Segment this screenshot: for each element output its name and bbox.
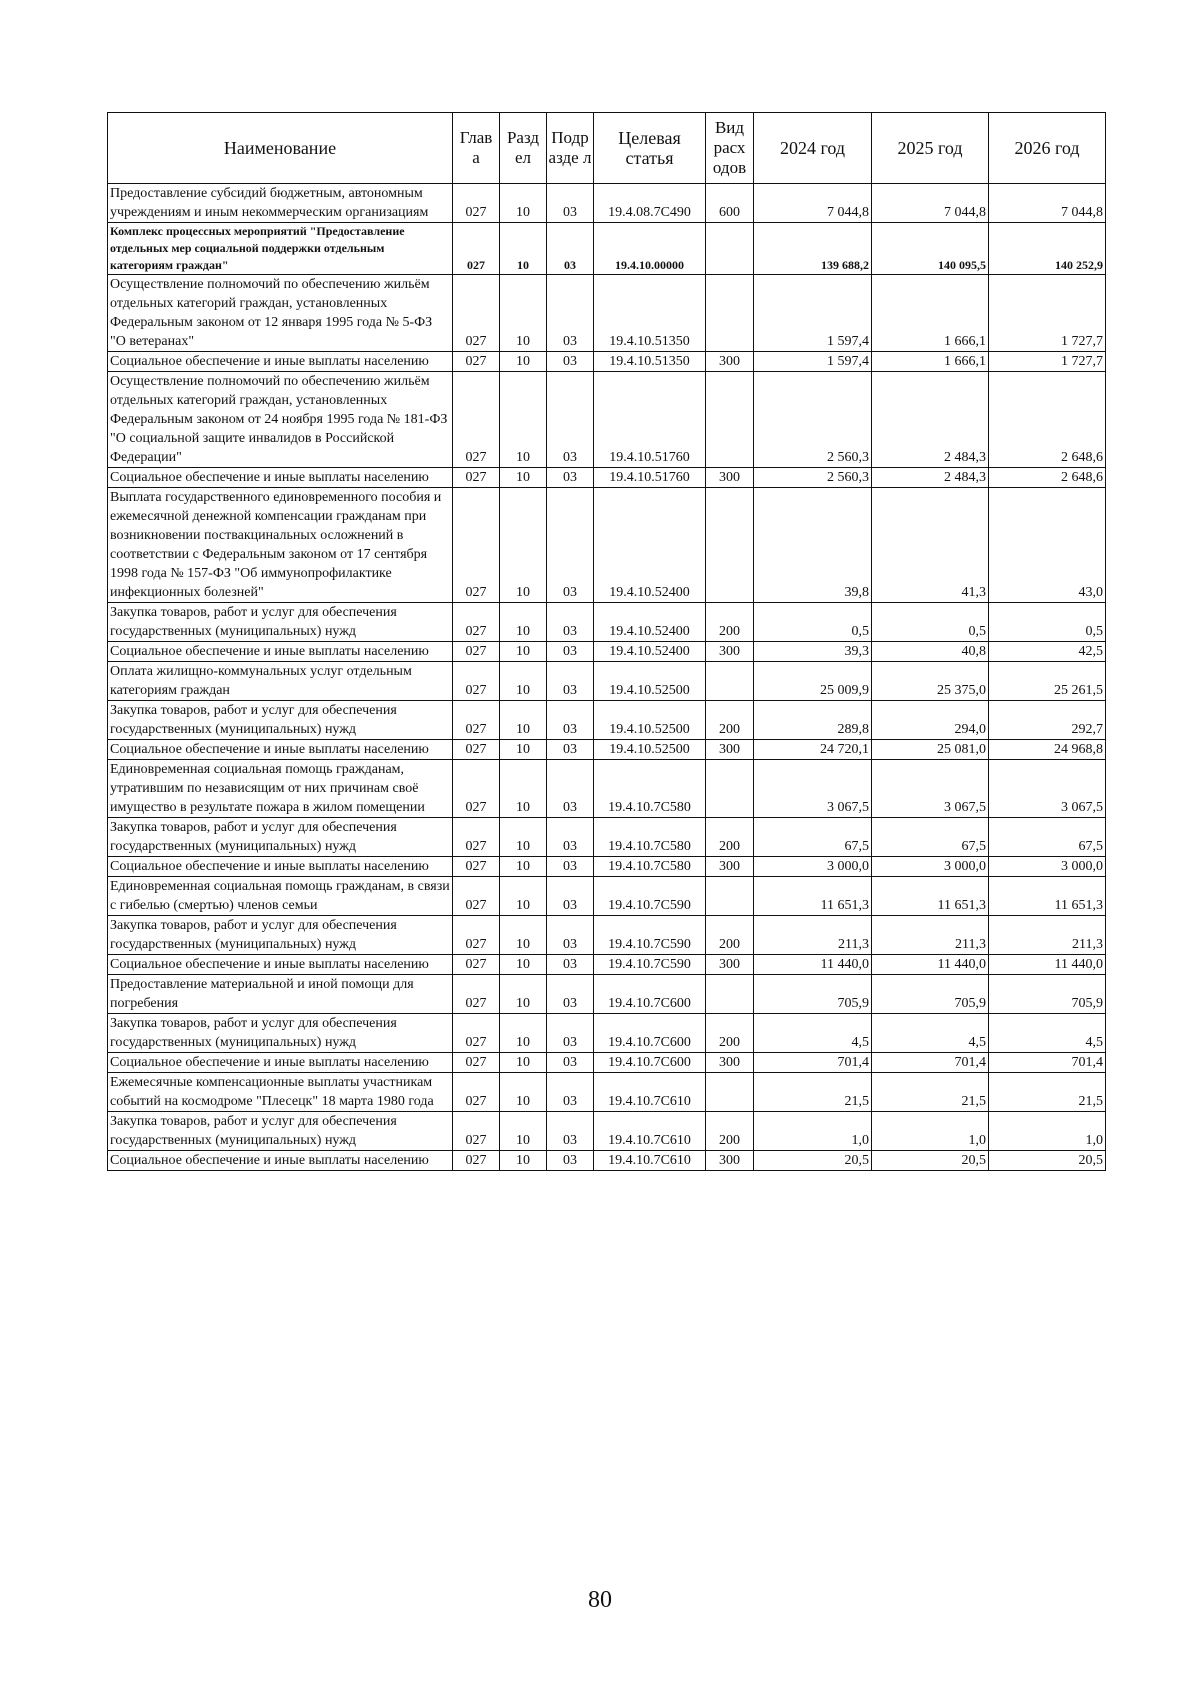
cell-name: Закупка товаров, работ и услуг для обеспечения государственных (муниципальных) нужд	[108, 1014, 453, 1053]
cell-razdel: 10	[500, 488, 547, 603]
cell-name: Единовременная социальная помощь гражданам, в связи с гибелью (смертью) членов семьи	[108, 877, 453, 916]
cell-name: Социальное обеспечение и иные выплаты населению	[108, 352, 453, 372]
cell-vid	[706, 662, 754, 701]
cell-name: Социальное обеспечение и иные выплаты населению	[108, 1151, 453, 1171]
cell-razdel: 10	[500, 818, 547, 857]
cell-2026: 25 261,5	[989, 662, 1106, 701]
cell-2024: 2 560,3	[754, 468, 872, 488]
cell-target: 19.4.10.51350	[594, 275, 706, 352]
cell-2024: 1 597,4	[754, 275, 872, 352]
cell-vid	[706, 975, 754, 1014]
cell-target: 19.4.10.7С580	[594, 818, 706, 857]
cell-razdel: 10	[500, 955, 547, 975]
cell-2024: 3 000,0	[754, 857, 872, 877]
cell-name: Закупка товаров, работ и услуг для обеспечения государственных (муниципальных) нужд	[108, 916, 453, 955]
cell-2026: 140 252,9	[989, 223, 1106, 275]
cell-target: 19.4.10.51760	[594, 372, 706, 468]
cell-glava: 027	[453, 184, 500, 223]
cell-2025: 11 440,0	[872, 955, 989, 975]
cell-name: Предоставление субсидий бюджетным, автономным учреждениям и иным некоммерческим организациям	[108, 184, 453, 223]
table-row	[108, 468, 1106, 488]
cell-podrazdel: 03	[547, 372, 594, 468]
cell-podrazdel: 03	[547, 701, 594, 740]
cell-razdel: 10	[500, 372, 547, 468]
cell-vid	[706, 1073, 754, 1112]
cell-vid: 300	[706, 740, 754, 760]
cell-podrazdel: 03	[547, 1053, 594, 1073]
cell-2025: 701,4	[872, 1053, 989, 1073]
cell-name: Социальное обеспечение и иные выплаты населению	[108, 1053, 453, 1073]
budget-table	[107, 112, 1106, 1171]
cell-2026: 701,4	[989, 1053, 1106, 1073]
cell-2025: 211,3	[872, 916, 989, 955]
cell-2024: 701,4	[754, 1053, 872, 1073]
cell-2025: 3 000,0	[872, 857, 989, 877]
cell-2024: 21,5	[754, 1073, 872, 1112]
table-row	[108, 877, 1106, 916]
cell-razdel: 10	[500, 468, 547, 488]
cell-2026: 67,5	[989, 818, 1106, 857]
cell-2024: 24 720,1	[754, 740, 872, 760]
cell-2024: 20,5	[754, 1151, 872, 1171]
cell-razdel: 10	[500, 916, 547, 955]
table-row	[108, 857, 1106, 877]
cell-target: 19.4.10.7С610	[594, 1151, 706, 1171]
cell-name: Социальное обеспечение и иные выплаты населению	[108, 740, 453, 760]
header-2024: 2024 год	[754, 113, 872, 184]
cell-2024: 2 560,3	[754, 372, 872, 468]
cell-target: 19.4.10.7С600	[594, 1053, 706, 1073]
cell-vid	[706, 488, 754, 603]
cell-target: 19.4.10.52400	[594, 488, 706, 603]
cell-podrazdel: 03	[547, 642, 594, 662]
header-target: Целевая статья	[594, 113, 706, 184]
cell-podrazdel: 03	[547, 662, 594, 701]
cell-2026: 3 067,5	[989, 760, 1106, 818]
cell-2026: 11 651,3	[989, 877, 1106, 916]
cell-glava: 027	[453, 1112, 500, 1151]
cell-2025: 11 651,3	[872, 877, 989, 916]
table-row	[108, 642, 1106, 662]
cell-name: Ежемесячные компенсационные выплаты участникам событий на космодроме "Плесецк" 18 марта 1980 года	[108, 1073, 453, 1112]
cell-vid: 300	[706, 352, 754, 372]
cell-podrazdel: 03	[547, 184, 594, 223]
cell-vid: 200	[706, 701, 754, 740]
table-row	[108, 818, 1106, 857]
cell-target: 19.4.10.7С590	[594, 916, 706, 955]
cell-podrazdel: 03	[547, 955, 594, 975]
cell-razdel: 10	[500, 877, 547, 916]
table-row	[108, 1014, 1106, 1053]
cell-2026: 705,9	[989, 975, 1106, 1014]
cell-target: 19.4.10.00000	[594, 223, 706, 275]
cell-vid: 300	[706, 955, 754, 975]
cell-razdel: 10	[500, 760, 547, 818]
cell-2025: 4,5	[872, 1014, 989, 1053]
header-name: Наименование	[108, 113, 453, 184]
cell-vid	[706, 223, 754, 275]
cell-razdel: 10	[500, 352, 547, 372]
cell-glava: 027	[453, 1053, 500, 1073]
cell-vid: 300	[706, 468, 754, 488]
cell-2024: 4,5	[754, 1014, 872, 1053]
table-row	[108, 352, 1106, 372]
cell-2025: 1 666,1	[872, 352, 989, 372]
cell-2024: 289,8	[754, 701, 872, 740]
table-body	[108, 184, 1106, 1171]
cell-razdel: 10	[500, 184, 547, 223]
cell-razdel: 10	[500, 603, 547, 642]
cell-2026: 3 000,0	[989, 857, 1106, 877]
header-razdel: Разд ел	[500, 113, 547, 184]
cell-glava: 027	[453, 857, 500, 877]
cell-name: Комплекс процессных мероприятий "Предоставление отдельных мер социальной поддержки отдельным категориям граждан"	[108, 223, 453, 275]
cell-2024: 211,3	[754, 916, 872, 955]
table-row	[108, 662, 1106, 701]
cell-2024: 39,3	[754, 642, 872, 662]
cell-vid	[706, 372, 754, 468]
cell-target: 19.4.10.52500	[594, 701, 706, 740]
cell-name: Социальное обеспечение и иные выплаты населению	[108, 468, 453, 488]
cell-glava: 027	[453, 662, 500, 701]
cell-2025: 1 666,1	[872, 275, 989, 352]
cell-2025: 40,8	[872, 642, 989, 662]
cell-2025: 41,3	[872, 488, 989, 603]
table-row	[108, 603, 1106, 642]
cell-2026: 1,0	[989, 1112, 1106, 1151]
cell-razdel: 10	[500, 857, 547, 877]
cell-target: 19.4.10.51760	[594, 468, 706, 488]
cell-vid: 300	[706, 1053, 754, 1073]
cell-glava: 027	[453, 1151, 500, 1171]
cell-razdel: 10	[500, 1112, 547, 1151]
cell-name: Закупка товаров, работ и услуг для обеспечения государственных (муниципальных) нужд	[108, 603, 453, 642]
table-row	[108, 275, 1106, 352]
cell-glava: 027	[453, 488, 500, 603]
cell-2026: 43,0	[989, 488, 1106, 603]
cell-podrazdel: 03	[547, 975, 594, 1014]
header-vid: Вид расх одов	[706, 113, 754, 184]
cell-vid: 200	[706, 818, 754, 857]
cell-glava: 027	[453, 916, 500, 955]
cell-2026: 7 044,8	[989, 184, 1106, 223]
cell-razdel: 10	[500, 1151, 547, 1171]
cell-name: Выплата государственного единовременного пособия и ежемесячной денежной компенсации гражданам при возникновении поствакцинальных осложнений в соответствии с Федеральным законом от 17 сентября 1998 года № 157-ФЗ "Об иммунопрофилактике инфекционных болезней"	[108, 488, 453, 603]
cell-vid: 300	[706, 857, 754, 877]
cell-glava: 027	[453, 468, 500, 488]
cell-2026: 42,5	[989, 642, 1106, 662]
cell-glava: 027	[453, 1014, 500, 1053]
cell-2026: 211,3	[989, 916, 1106, 955]
cell-2024: 67,5	[754, 818, 872, 857]
cell-glava: 027	[453, 760, 500, 818]
cell-2025: 7 044,8	[872, 184, 989, 223]
cell-vid: 300	[706, 642, 754, 662]
cell-2025: 0,5	[872, 603, 989, 642]
cell-target: 19.4.08.7С490	[594, 184, 706, 223]
cell-vid: 200	[706, 1112, 754, 1151]
cell-glava: 027	[453, 603, 500, 642]
cell-2024: 25 009,9	[754, 662, 872, 701]
cell-podrazdel: 03	[547, 760, 594, 818]
cell-glava: 027	[453, 975, 500, 1014]
header-2026: 2026 год	[989, 113, 1106, 184]
cell-2025: 2 484,3	[872, 468, 989, 488]
cell-razdel: 10	[500, 223, 547, 275]
cell-glava: 027	[453, 740, 500, 760]
cell-2025: 67,5	[872, 818, 989, 857]
cell-2024: 11 440,0	[754, 955, 872, 975]
cell-glava: 027	[453, 223, 500, 275]
table-row	[108, 975, 1106, 1014]
table-row	[108, 372, 1106, 468]
cell-name: Закупка товаров, работ и услуг для обеспечения государственных (муниципальных) нужд	[108, 818, 453, 857]
table-header-row	[108, 113, 1106, 184]
cell-vid: 200	[706, 916, 754, 955]
cell-vid: 300	[706, 1151, 754, 1171]
cell-2025: 21,5	[872, 1073, 989, 1112]
cell-2025: 294,0	[872, 701, 989, 740]
cell-name: Социальное обеспечение и иные выплаты населению	[108, 955, 453, 975]
cell-2025: 25 375,0	[872, 662, 989, 701]
header-podrazdel: Подр азде л	[547, 113, 594, 184]
cell-podrazdel: 03	[547, 223, 594, 275]
cell-2026: 292,7	[989, 701, 1106, 740]
cell-target: 19.4.10.52500	[594, 662, 706, 701]
cell-target: 19.4.10.7С600	[594, 1014, 706, 1053]
cell-2026: 24 968,8	[989, 740, 1106, 760]
cell-glava: 027	[453, 372, 500, 468]
cell-glava: 027	[453, 642, 500, 662]
cell-name: Предоставление материальной и иной помощи для погребения	[108, 975, 453, 1014]
cell-name: Закупка товаров, работ и услуг для обеспечения государственных (муниципальных) нужд	[108, 1112, 453, 1151]
cell-podrazdel: 03	[547, 818, 594, 857]
cell-2024: 11 651,3	[754, 877, 872, 916]
cell-razdel: 10	[500, 975, 547, 1014]
cell-podrazdel: 03	[547, 877, 594, 916]
cell-name: Оплата жилищно-коммунальных услуг отдельным категориям граждан	[108, 662, 453, 701]
cell-2024: 39,8	[754, 488, 872, 603]
cell-vid: 200	[706, 1014, 754, 1053]
cell-2026: 2 648,6	[989, 372, 1106, 468]
cell-2026: 11 440,0	[989, 955, 1106, 975]
cell-podrazdel: 03	[547, 488, 594, 603]
cell-2026: 1 727,7	[989, 352, 1106, 372]
cell-glava: 027	[453, 955, 500, 975]
cell-2024: 3 067,5	[754, 760, 872, 818]
page-number: 80	[588, 1587, 612, 1613]
cell-target: 19.4.10.7С600	[594, 975, 706, 1014]
cell-name: Социальное обеспечение и иные выплаты населению	[108, 857, 453, 877]
cell-vid	[706, 877, 754, 916]
table-row	[108, 916, 1106, 955]
cell-2025: 25 081,0	[872, 740, 989, 760]
cell-target: 19.4.10.7С590	[594, 877, 706, 916]
cell-glava: 027	[453, 352, 500, 372]
cell-2026: 1 727,7	[989, 275, 1106, 352]
cell-target: 19.4.10.52500	[594, 740, 706, 760]
table-row	[108, 701, 1106, 740]
cell-2024: 0,5	[754, 603, 872, 642]
cell-vid: 200	[706, 603, 754, 642]
cell-name: Социальное обеспечение и иные выплаты населению	[108, 642, 453, 662]
cell-target: 19.4.10.7С590	[594, 955, 706, 975]
table-row	[108, 1053, 1106, 1073]
cell-razdel: 10	[500, 275, 547, 352]
table-row	[108, 1151, 1106, 1171]
cell-glava: 027	[453, 701, 500, 740]
cell-2026: 20,5	[989, 1151, 1106, 1171]
cell-name: Осуществление полномочий по обеспечению жильём отдельных категорий граждан, установленных Федеральным законом от 12 января 1995 года № 5-ФЗ "О ветеранах"	[108, 275, 453, 352]
cell-razdel: 10	[500, 740, 547, 760]
cell-vid	[706, 760, 754, 818]
cell-target: 19.4.10.7С610	[594, 1112, 706, 1151]
table-row	[108, 740, 1106, 760]
cell-2025: 3 067,5	[872, 760, 989, 818]
cell-2026: 2 648,6	[989, 468, 1106, 488]
table-row	[108, 488, 1106, 603]
cell-2024: 1,0	[754, 1112, 872, 1151]
cell-2025: 2 484,3	[872, 372, 989, 468]
cell-podrazdel: 03	[547, 468, 594, 488]
cell-razdel: 10	[500, 1014, 547, 1053]
cell-razdel: 10	[500, 642, 547, 662]
cell-podrazdel: 03	[547, 916, 594, 955]
table-row	[108, 1073, 1106, 1112]
cell-target: 19.4.10.7С580	[594, 760, 706, 818]
cell-2025: 705,9	[872, 975, 989, 1014]
cell-target: 19.4.10.7С580	[594, 857, 706, 877]
table-row	[108, 184, 1106, 223]
cell-glava: 027	[453, 275, 500, 352]
header-glava: Глав а	[453, 113, 500, 184]
cell-2025: 1,0	[872, 1112, 989, 1151]
cell-vid: 600	[706, 184, 754, 223]
cell-2025: 140 095,5	[872, 223, 989, 275]
cell-glava: 027	[453, 818, 500, 857]
table-row	[108, 223, 1106, 275]
cell-podrazdel: 03	[547, 1073, 594, 1112]
table-row	[108, 1112, 1106, 1151]
cell-podrazdel: 03	[547, 352, 594, 372]
table-row	[108, 760, 1106, 818]
cell-target: 19.4.10.7С610	[594, 1073, 706, 1112]
cell-podrazdel: 03	[547, 275, 594, 352]
cell-podrazdel: 03	[547, 1014, 594, 1053]
cell-name: Осуществление полномочий по обеспечению жильём отдельных категорий граждан, установленных Федеральным законом от 24 ноября 1995 года № 181-ФЗ "О социальной защите инвалидов в Российской Федерации"	[108, 372, 453, 468]
cell-2024: 7 044,8	[754, 184, 872, 223]
cell-2025: 20,5	[872, 1151, 989, 1171]
header-2025: 2025 год	[872, 113, 989, 184]
cell-razdel: 10	[500, 1053, 547, 1073]
cell-razdel: 10	[500, 701, 547, 740]
cell-name: Закупка товаров, работ и услуг для обеспечения государственных (муниципальных) нужд	[108, 701, 453, 740]
cell-podrazdel: 03	[547, 857, 594, 877]
cell-glava: 027	[453, 1073, 500, 1112]
cell-podrazdel: 03	[547, 740, 594, 760]
cell-vid	[706, 275, 754, 352]
cell-2026: 0,5	[989, 603, 1106, 642]
cell-2026: 21,5	[989, 1073, 1106, 1112]
cell-2024: 1 597,4	[754, 352, 872, 372]
cell-podrazdel: 03	[547, 1112, 594, 1151]
cell-target: 19.4.10.51350	[594, 352, 706, 372]
cell-name: Единовременная социальная помощь гражданам, утратившим по независящим от них причинам своё имущество в результате пожара в жилом помещении	[108, 760, 453, 818]
cell-target: 19.4.10.52400	[594, 603, 706, 642]
table-row	[108, 955, 1106, 975]
cell-target: 19.4.10.52400	[594, 642, 706, 662]
cell-podrazdel: 03	[547, 603, 594, 642]
cell-podrazdel: 03	[547, 1151, 594, 1171]
cell-2024: 139 688,2	[754, 223, 872, 275]
cell-razdel: 10	[500, 1073, 547, 1112]
cell-2024: 705,9	[754, 975, 872, 1014]
cell-2026: 4,5	[989, 1014, 1106, 1053]
cell-glava: 027	[453, 877, 500, 916]
cell-razdel: 10	[500, 662, 547, 701]
